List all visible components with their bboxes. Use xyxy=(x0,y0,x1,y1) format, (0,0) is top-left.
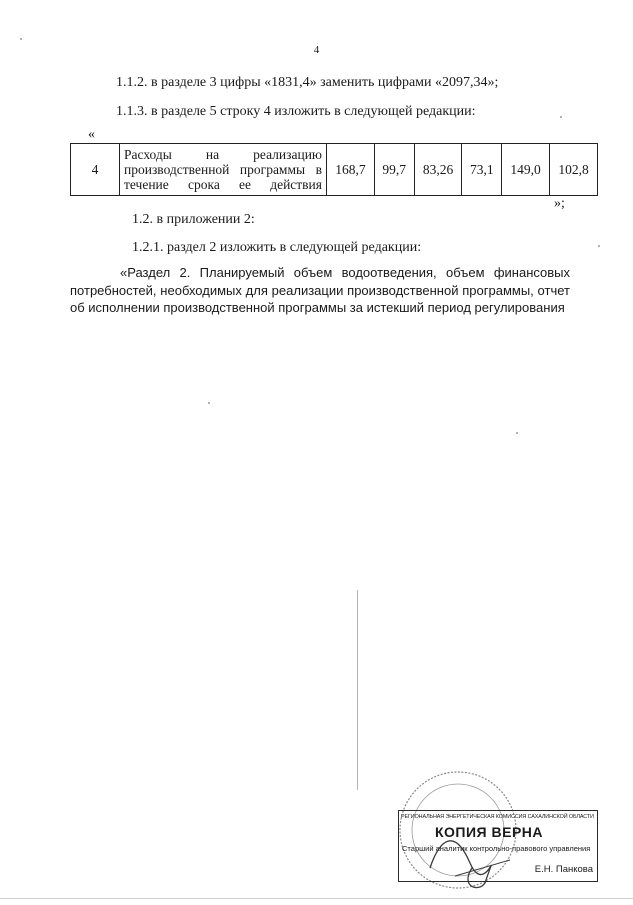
scan-speck xyxy=(560,116,562,118)
stamp-name: Е.Н. Панкова xyxy=(534,864,593,875)
value-cell: 73,1 xyxy=(462,144,502,196)
page-number: 4 xyxy=(313,44,320,56)
row-description: Расходы на реализацию производственной программы в течение срока ее действия xyxy=(120,144,327,196)
stamp-organization: РЕГИОНАЛЬНАЯ ЭНЕРГЕТИЧЕСКАЯ КОМИССИЯ САХАЛИНСКОЙ ОБЛАСТИ xyxy=(401,814,594,820)
scan-bottom-edge xyxy=(0,898,633,899)
item-1-1-2: 1.1.2. в разделе 3 цифры «1831,4» заменить цифрами «2097,34»; xyxy=(116,75,499,90)
scan-artifact-line xyxy=(357,590,358,790)
item-1-2-1: 1.2.1. раздел 2 изложить в следующей редакции: xyxy=(132,240,422,255)
table-row xyxy=(71,144,598,196)
value-cell: 149,0 xyxy=(502,144,550,196)
value-cell: 168,7 xyxy=(327,144,375,196)
item-1-1-3: 1.1.3. в разделе 5 строку 4 изложить в следующей редакции: xyxy=(116,104,476,119)
stamp-position: Старший аналитик контрольно-правового управления xyxy=(402,844,591,853)
quote-close: »; xyxy=(554,196,565,211)
stamp-title: КОПИЯ ВЕРНА xyxy=(435,824,544,840)
section-2-paragraph: «Раздел 2. Планируемый объем водоотведения, объем финансовых потребностей, необходимых для реализации производственной программы, отчет об исполнении производственной программы за истекший период регулирования xyxy=(70,265,570,315)
scan-speck xyxy=(516,432,518,434)
quote-open: « xyxy=(88,127,95,142)
scan-speck xyxy=(20,38,22,40)
amendment-table xyxy=(70,143,598,196)
value-cell: 83,26 xyxy=(414,144,462,196)
item-1-2: 1.2. в приложении 2: xyxy=(132,212,255,227)
scan-speck xyxy=(208,402,210,404)
value-cell: 102,8 xyxy=(550,144,598,196)
scan-speck xyxy=(598,245,600,247)
row-number: 4 xyxy=(71,144,120,196)
value-cell: 99,7 xyxy=(374,144,414,196)
certification-stamp xyxy=(398,810,598,882)
